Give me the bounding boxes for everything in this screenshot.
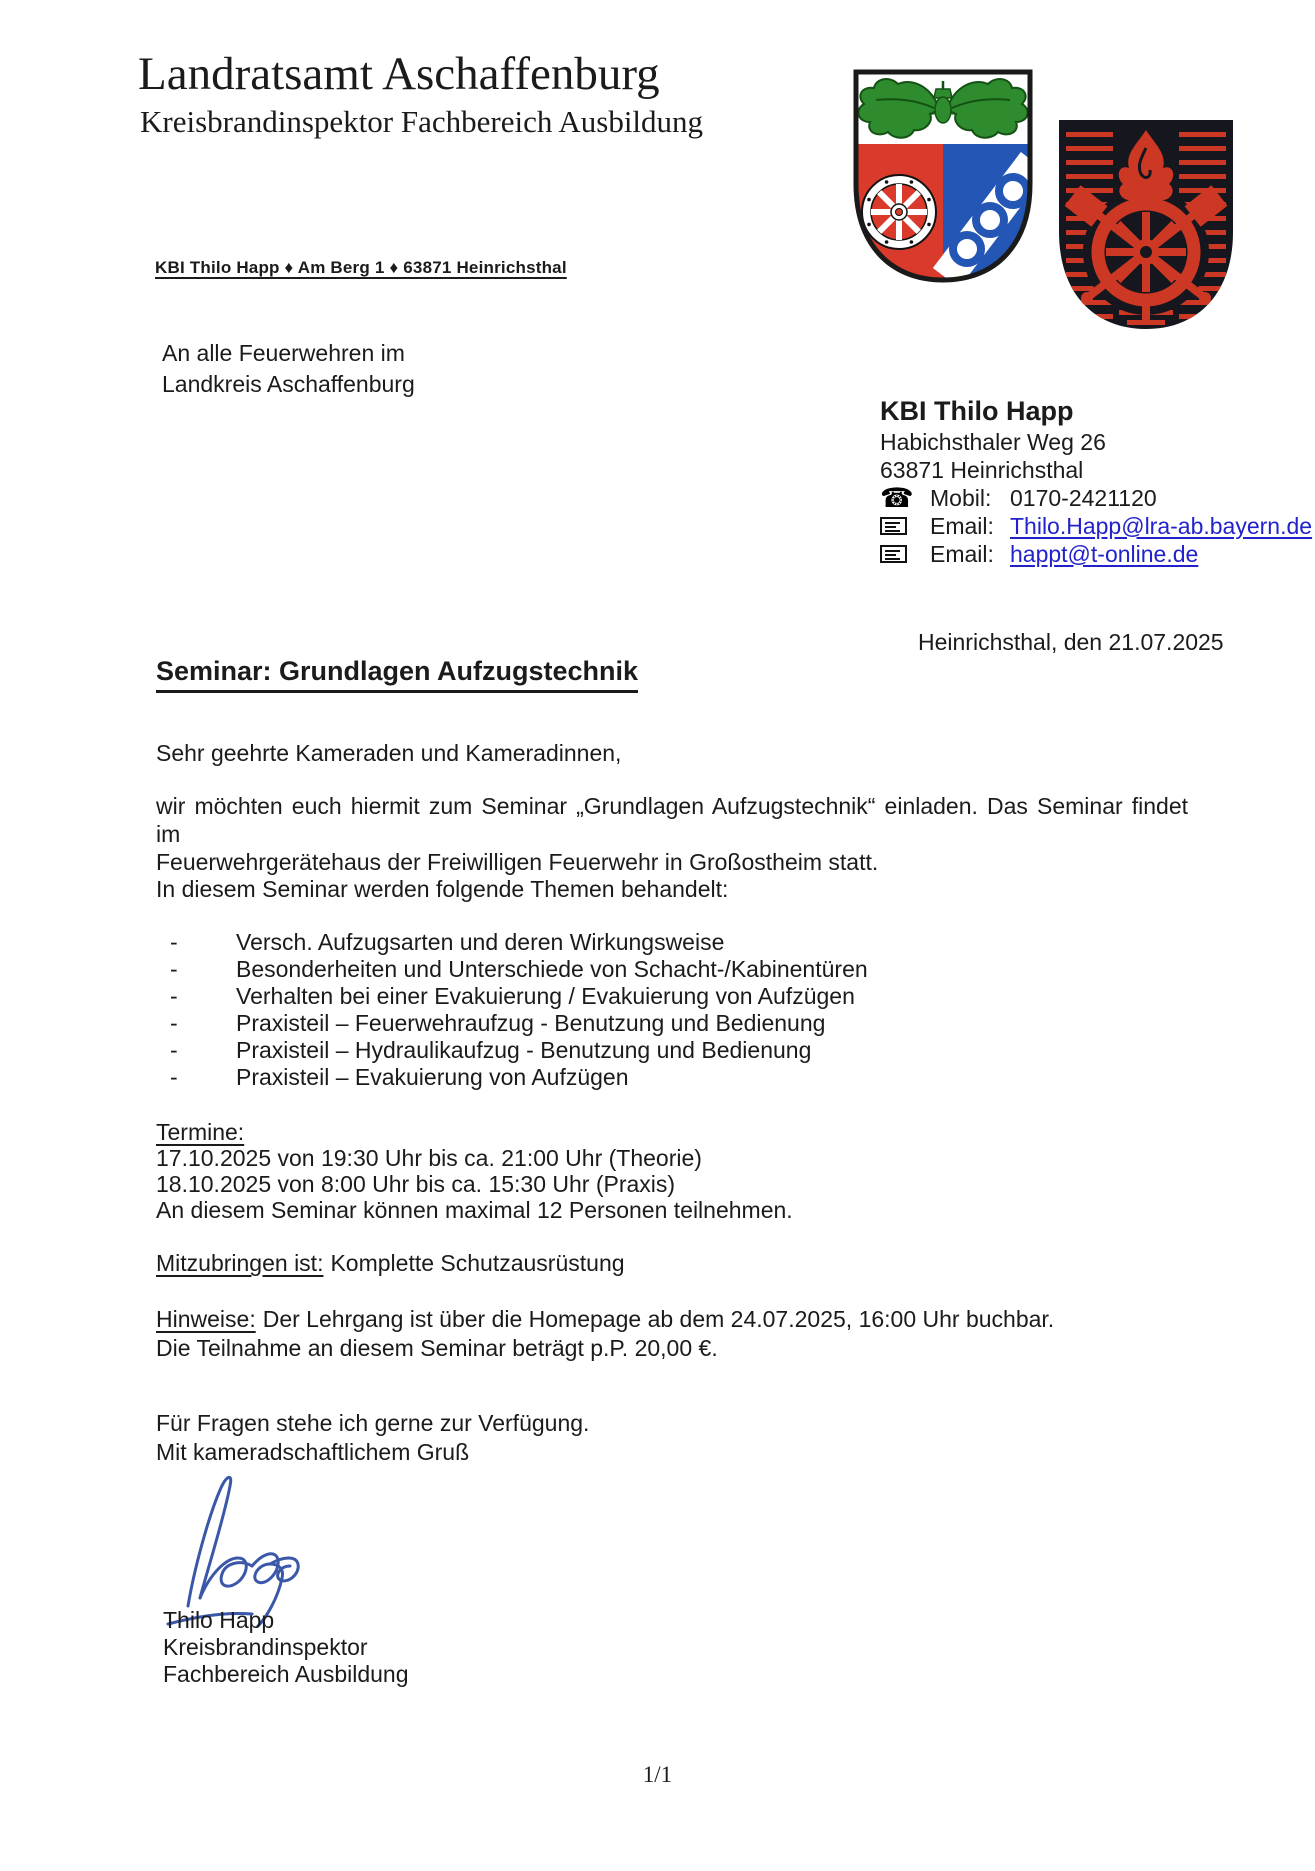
hinweise-text: Der Lehrgang ist über die Homepage ab dem 24.07.2025, 16:00 Uhr buchbar. — [262, 1306, 1055, 1332]
topics-intro: In diesem Seminar werden folgende Themen behandelt: — [156, 876, 729, 902]
termine-heading: Termine: — [156, 1119, 245, 1145]
salutation: Sehr geehrte Kameraden und Kameradinnen, — [156, 740, 622, 766]
intro-line: wir möchten euch hiermit zum Seminar „Grundlagen Aufzugstechnik“ einladen. Das Seminar findet im — [156, 793, 1188, 847]
topic-item: - Besonderheiten und Unterschiede von Schacht-/Kabinentüren — [236, 956, 868, 983]
page-number: 1/1 — [642, 1762, 673, 1787]
termine-line: 18.10.2025 von 8:00 Uhr bis ca. 15:30 Uhr (Praxis) — [156, 1171, 676, 1197]
mitzubringen-heading: Mitzubringen ist: — [156, 1250, 324, 1276]
hinweise-line — [156, 1305, 1054, 1334]
topic-item: - Verhalten bei einer Evakuierung / Evakuierung von Aufzügen — [236, 983, 868, 1010]
closing-block — [156, 1409, 589, 1467]
mitzubringen-section — [156, 1249, 625, 1277]
closing-line: Mit kameradschaftlichem Gruß — [156, 1439, 470, 1465]
topic-item: - Praxisteil – Evakuierung von Aufzügen — [236, 1064, 868, 1091]
closing-line: Für Fragen stehe ich gerne zur Verfügung. — [156, 1410, 590, 1436]
topic-item: - Praxisteil – Feuerwehraufzug - Benutzung und Bedienung — [236, 1010, 868, 1037]
termine-section — [156, 1119, 793, 1223]
contact-street: Habichsthaler Weg 26 — [880, 429, 1106, 455]
termine-line: 17.10.2025 von 19:30 Uhr bis ca. 21:00 Uhr (Theorie) — [156, 1145, 702, 1171]
contact-row-label: Email: — [930, 512, 994, 539]
topic-item: - Praxisteil – Hydraulikaufzug - Benutzung und Bedienung — [236, 1037, 868, 1064]
contact-row-mobile — [880, 484, 1315, 512]
hinweise-heading: Hinweise: — [156, 1306, 256, 1332]
contact-block — [880, 394, 1315, 568]
contact-row-email-1 — [880, 512, 1315, 540]
recipient-address — [162, 338, 415, 400]
email-icon — [880, 517, 907, 535]
email-icon — [880, 545, 907, 563]
hinweise-line: Die Teilnahme an diesem Seminar beträgt p.P. 20,00 €. — [156, 1335, 718, 1361]
signer-role: Fachbereich Ausbildung — [163, 1661, 409, 1687]
termine-line: An diesem Seminar können maximal 12 Personen teilnehmen. — [156, 1197, 793, 1223]
phone-icon: ☎ — [880, 482, 914, 513]
topics-list — [236, 929, 868, 1091]
letterhead-title: Landratsamt Aschaffenburg — [138, 48, 660, 100]
contact-row-label: Mobil: — [930, 484, 992, 511]
fire-brigade-emblem-icon — [1053, 114, 1239, 335]
aschaffenburg-district-coat-of-arms-icon — [850, 66, 1036, 286]
letterhead-subtitle: Kreisbrandinspektor Fachbereich Ausbildung — [140, 104, 704, 139]
topic-item: - Versch. Aufzugsarten und deren Wirkungsweise — [236, 929, 868, 956]
intro-line: Feuerwehrgerätehaus der Freiwilligen Feuerwehr in Großostheim statt. — [156, 849, 879, 875]
sender-return-address: KBI Thilo Happ ♦ Am Berg 1 ♦ 63871 Heinrichsthal — [155, 258, 567, 277]
recipient-line: Landkreis Aschaffenburg — [162, 371, 415, 397]
mitzubringen-text: Komplette Schutzausrüstung — [330, 1250, 625, 1276]
signer-name: Thilo Happ — [163, 1607, 275, 1633]
hinweise-section — [156, 1305, 1054, 1363]
mobile-number: 0170-2421120 — [1010, 484, 1157, 511]
email-link-work[interactable]: Thilo.Happ@lra-ab.bayern.de — [1010, 512, 1313, 539]
contact-name: KBI Thilo Happ — [880, 396, 1074, 426]
recipient-line: An alle Feuerwehren im — [162, 340, 405, 366]
email-link-private[interactable]: happt@t-online.de — [1010, 540, 1199, 567]
contact-city: 63871 Heinrichsthal — [880, 457, 1084, 483]
signer-role: Kreisbrandinspektor — [163, 1634, 368, 1660]
subject-heading: Seminar: Grundlagen Aufzugstechnik — [156, 656, 638, 693]
intro-paragraph — [156, 792, 1188, 876]
signer-block — [163, 1607, 409, 1688]
contact-row-label: Email: — [930, 540, 994, 567]
date-line: Heinrichsthal, den 21.07.2025 — [918, 629, 1224, 655]
contact-row-email-2 — [880, 540, 1315, 568]
